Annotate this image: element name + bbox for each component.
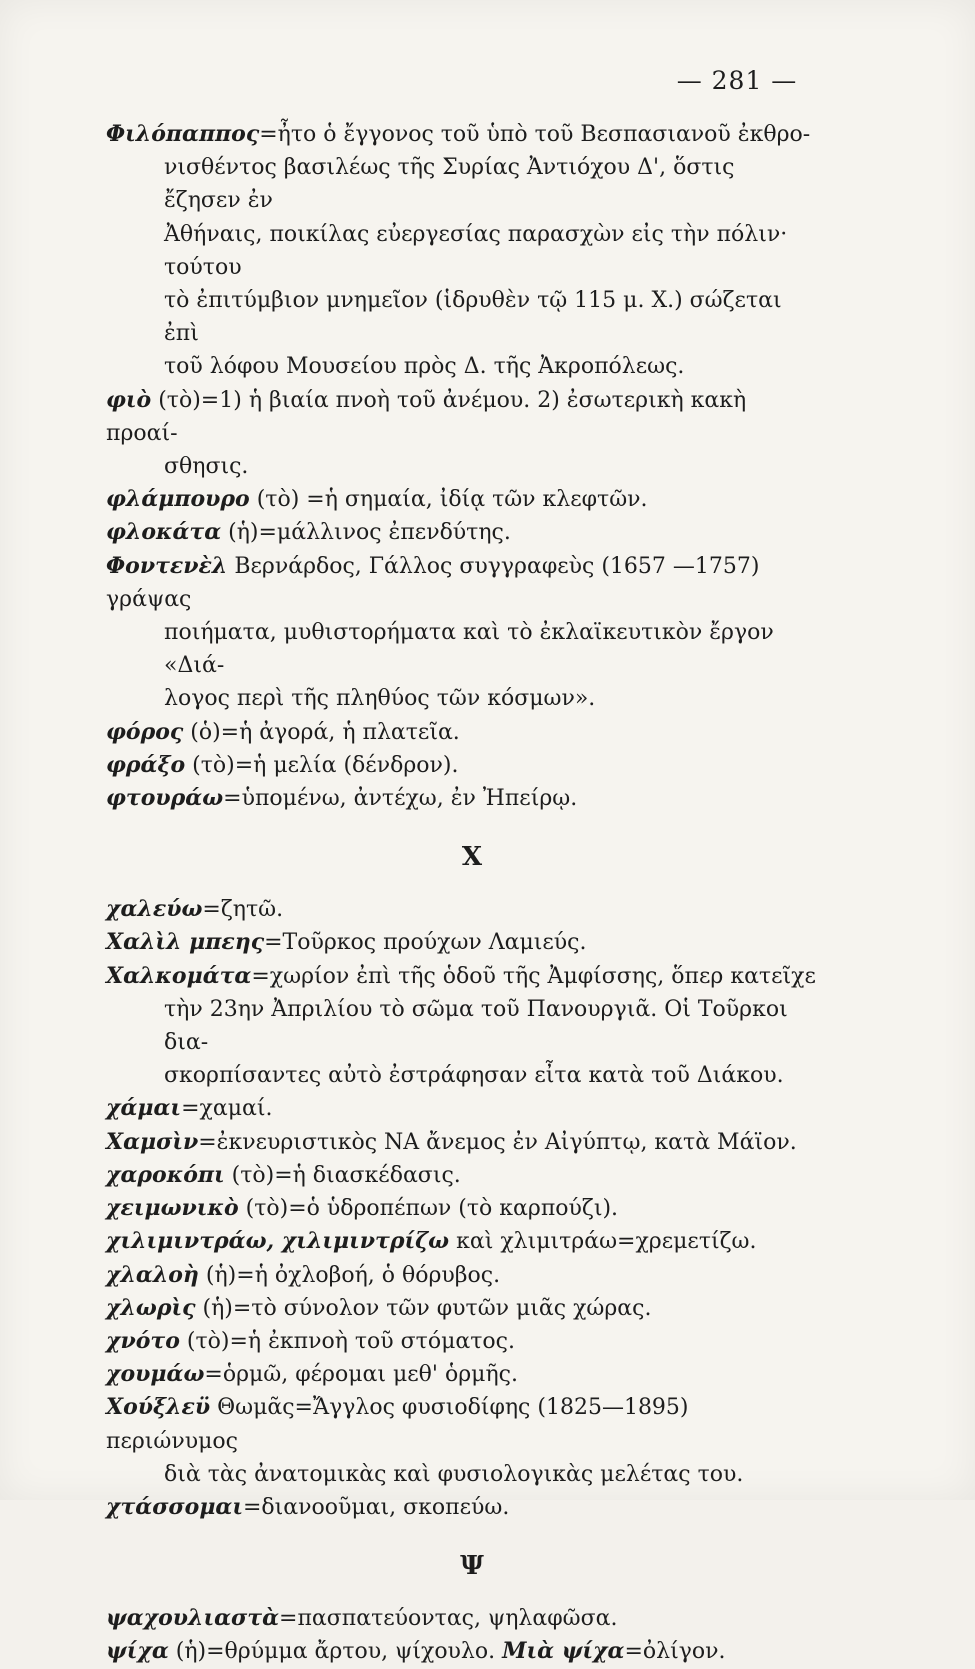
entry-definition: Θωμᾶς=Ἄγγλος φυσιοδίφης (1825—1895) περιώνυμος — [106, 1395, 689, 1454]
glossary-entry — [106, 926, 818, 959]
entry-line — [106, 384, 818, 450]
entry-lemma: χλαλοὴ — [106, 1261, 199, 1288]
entry-line — [106, 1192, 818, 1225]
entry-definition: (ἡ)=θρύμμα ἄρτου, ψίχουλο. — [168, 1639, 503, 1665]
entry-continuation-line: λογος περὶ τῆς πληθύος τῶν κόσμων». — [164, 686, 596, 712]
entry-continuation-line: σθησις. — [164, 454, 249, 480]
entry-lemma: χλωρὶς — [106, 1294, 196, 1321]
entry-continuation-line: τὸ ἐπιτύμβιον μνημεῖον (ἱδρυθὲν τῷ 115 μ. Χ.) σώζεται ἐπὶ — [164, 288, 782, 347]
entry-lemma: ψίχα — [106, 1638, 169, 1665]
entry-lemma: Μιὰ ψίχα — [502, 1638, 625, 1665]
entry-line — [106, 926, 818, 959]
entry-lemma: φτουράω — [106, 785, 224, 812]
entry-lemma: Χαλὶλ μπεης — [106, 929, 265, 956]
entry-line — [106, 782, 818, 815]
entry-lemma: ψαχουλιαστὰ — [106, 1605, 280, 1632]
section-letter-chi: Χ — [461, 842, 483, 873]
entry-continuation-line: τὴν 23ην Ἀπριλίου τὸ σῶμα τοῦ Πανουργιᾶ. Οἱ Τοῦρκοι δια- — [164, 996, 788, 1056]
entry-line — [106, 516, 818, 549]
entry-line — [106, 1292, 818, 1325]
entry-lemma: φόρος — [106, 718, 184, 745]
entry-lemma: φιὸ — [106, 386, 152, 413]
entry-definition: Βερνάρδος, Γάλλος συγγραφεὺς (1657 —1757) γράψας — [106, 553, 760, 612]
glossary-entry — [106, 749, 818, 782]
entry-definition: (ἡ)=μάλλινος ἐπενδύτης. — [221, 520, 511, 546]
glossary-entry — [106, 1225, 818, 1258]
glossary-entry — [106, 960, 818, 1093]
glossary-entry — [106, 1602, 818, 1635]
section-psi — [106, 1602, 818, 1668]
entry-line — [106, 1602, 818, 1635]
entry-line — [106, 1635, 818, 1668]
entry-definition: =ἐκνευριστικὸς ΝΑ ἄνεμος ἐν Αἰγύπτῳ, κατὰ Μάϊον. — [198, 1129, 797, 1155]
entry-definition: (τὸ)=1) ἡ βιαία πνοὴ τοῦ ἀνέμου. 2) ἐσωτερικὴ κακὴ προαί- — [106, 387, 747, 446]
entry-definition: (ἡ)=ἡ ὀχλοβοή, ὁ θόρυβος. — [198, 1262, 501, 1288]
entry-line — [106, 893, 818, 926]
entry-lemma: Φιλόπαππος — [106, 121, 260, 147]
entry-lemma: φράξο — [106, 751, 186, 778]
glossary-entry — [106, 118, 818, 384]
entry-line — [106, 483, 818, 516]
entry-definition: =ὑπομένω, ἀντέχω, ἐν Ἠπείρῳ. — [223, 786, 578, 812]
entry-line — [106, 1358, 818, 1391]
entry-definition: =ζητῶ. — [202, 897, 284, 923]
entry-continuation-line: τοῦ λόφου Μουσείου πρὸς Δ. τῆς Ἀκροπόλεως. — [164, 354, 685, 380]
entry-definition: (τὸ) =ἡ σημαία, ἰδίᾳ τῶν κλεφτῶν. — [249, 487, 648, 513]
glossary-entry — [106, 1192, 818, 1225]
glossary-entry — [106, 1092, 818, 1125]
glossary-entry — [106, 716, 818, 749]
glossary-entry — [106, 1391, 818, 1491]
entry-line — [106, 1391, 818, 1457]
entry-lemma: χουμάω — [106, 1361, 205, 1388]
entry-lemma: χαλεύω — [106, 896, 203, 923]
glossary-entry — [106, 1259, 818, 1292]
section-phi — [106, 118, 818, 815]
entry-definition: =ἦτο ὁ ἔγγονος τοῦ ὑπὸ τοῦ Βεσπασιανοῦ ἐκθρο- — [259, 122, 811, 147]
entry-line — [106, 1225, 818, 1258]
glossary-entry — [106, 1159, 818, 1192]
entry-definition: (τὸ)=ἡ μελία (δένδρον). — [185, 752, 459, 778]
entry-line — [106, 749, 818, 782]
entry-definition: καὶ χλιμιτράω=χρεμετίζω. — [449, 1229, 757, 1255]
entry-definition: =χωρίον ἐπὶ τῆς ὁδοῦ τῆς Ἀμφίσσης, ὅπερ κατεῖχε — [251, 963, 816, 989]
entry-definition: =ὁρμῶ, φέρομαι μεθ' ὁρμῆς. — [204, 1362, 518, 1388]
entry-definition: (ὁ)=ἡ ἀγορά, ἡ πλατεῖα. — [183, 719, 460, 745]
glossary-entry — [106, 1491, 818, 1524]
entry-lemma: Φοντενὲλ — [106, 552, 228, 579]
glossary-entry — [106, 1358, 818, 1391]
glossary-content — [106, 118, 818, 1669]
entry-continuation-line: Ἀθήναις, ποικίλας εὐεργεσίας παρασχὼν εἰς τὴν πόλιν· τούτου — [164, 221, 788, 280]
entry-line — [106, 1259, 818, 1292]
glossary-entry — [106, 1325, 818, 1358]
entry-line — [106, 716, 818, 749]
entry-lemma: χαροκόπι — [106, 1161, 225, 1188]
entry-lemma: χάμαι — [106, 1095, 182, 1122]
entry-definition: (τὸ)=ἡ ἐκπνοὴ τοῦ στόματος. — [179, 1328, 515, 1354]
entry-definition: (ἡ)=τὸ σύνολον τῶν φυτῶν μιᾶς χώρας. — [195, 1295, 652, 1321]
glossary-entry — [106, 1292, 818, 1325]
glossary-entry — [106, 516, 818, 549]
glossary-entry — [106, 1126, 818, 1159]
section-letter-psi: Ψ — [460, 1551, 484, 1582]
glossary-entry — [106, 483, 818, 516]
entry-definition: =ὀλίγον. — [624, 1639, 726, 1665]
entry-lemma: χειμωνικὸ — [106, 1195, 239, 1222]
entry-lemma: Χαλκομάτα — [106, 962, 252, 989]
page-number: — 281 — — [676, 66, 798, 95]
entry-line — [106, 550, 818, 616]
entry-continuation-line: ποιήματα, μυθιστορήματα καὶ τὸ ἐκλαϊκευτικὸν ἔργον «Διά- — [164, 620, 774, 679]
entry-lemma: χιλιμιντράω, χιλιμιντρίζω — [106, 1228, 450, 1255]
entry-line — [106, 1126, 818, 1159]
entry-definition: (τὸ)=ὁ ὑδροπέπων (τὸ καρπούζι). — [238, 1196, 619, 1222]
entry-definition: =πασπατεύοντας, ψηλαφῶσα. — [279, 1606, 618, 1632]
entry-lemma: χτάσσομαι — [106, 1493, 243, 1520]
entry-lemma: φλάμπουρο — [106, 486, 250, 513]
entry-line — [106, 118, 818, 151]
entry-line — [106, 1159, 818, 1192]
entry-line — [106, 960, 818, 993]
entry-line — [106, 1491, 818, 1524]
entry-definition: =Τοῦρκος προύχων Λαμιεύς. — [264, 930, 587, 956]
glossary-entry — [106, 384, 818, 484]
glossary-entry — [106, 1635, 818, 1668]
entry-definition: =διανοοῦμαι, σκοπεύω. — [243, 1494, 510, 1520]
entry-lemma: χνότο — [106, 1327, 180, 1354]
glossary-entry — [106, 782, 818, 815]
entry-definition: (τὸ)=ἡ διασκέδασις. — [224, 1162, 461, 1188]
entry-continuation-line: νισθέντος βασιλέως τῆς Συρίας Ἀντιόχου Δ', ὅστις ἔζησεν ἐν — [164, 155, 735, 214]
entry-lemma: φλοκάτα — [106, 519, 222, 546]
entry-lemma: Χούξλεϋ — [106, 1394, 211, 1421]
entry-continuation-line: διὰ τὰς ἀνατομικὰς καὶ φυσιολογικὰς μελέτας του. — [164, 1461, 744, 1487]
entry-lemma: Χαμσὶν — [106, 1128, 199, 1155]
section-chi — [106, 893, 818, 1524]
entry-definition: =χαμαί. — [181, 1096, 273, 1122]
glossary-entry — [106, 550, 818, 716]
entry-line — [106, 1092, 818, 1125]
entry-continuation-line: σκορπίσαντες αὐτὸ ἐστράφησαν εἶτα κατὰ τοῦ Διάκου. — [164, 1063, 784, 1089]
glossary-entry — [106, 893, 818, 926]
entry-line — [106, 1325, 818, 1358]
